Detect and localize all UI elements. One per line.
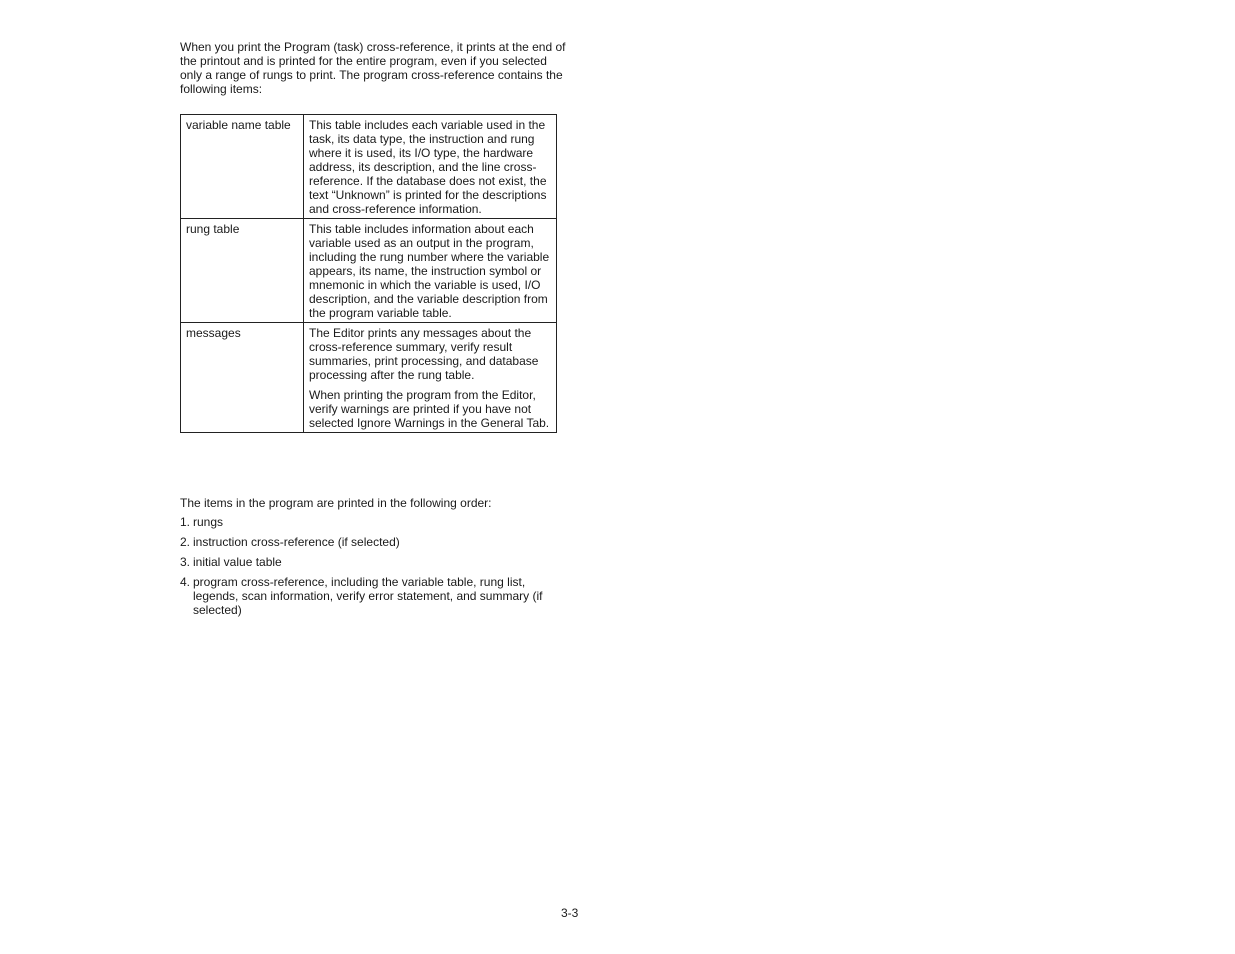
list-number: 2. <box>180 535 191 549</box>
list-item <box>180 575 570 617</box>
list-number: 4. <box>180 575 191 589</box>
table-row <box>181 115 557 219</box>
description-cell <box>304 219 557 323</box>
description-paragraph: This table includes information about each variable used as an output in the program, including the rung number where the variable appears, its name, the instruction symbol or mnemonic in which the variable is used, I/O description, and the variable description from the program variable table. <box>309 222 550 320</box>
term-cell: variable name table <box>181 115 304 219</box>
list-text: program cross-reference, including the variable table, rung list, legends, scan information, verify error statement, and summary (if selected) <box>193 575 543 617</box>
list-item <box>180 515 570 529</box>
description-cell <box>304 115 557 219</box>
description-paragraph: The Editor prints any messages about the cross-reference summary, verify result summaries, print processing, and database processing after the rung table. <box>309 326 539 382</box>
cross-reference-items-table <box>180 114 557 433</box>
table-row <box>181 323 557 433</box>
description-paragraph: When printing the program from the Editor, verify warnings are printed if you have not selected Ignore Warnings in the General Tab. <box>309 388 550 430</box>
list-text: initial value table <box>193 555 282 569</box>
list-text: rungs <box>193 515 224 529</box>
print-order-list <box>180 515 570 623</box>
term-cell: rung table <box>181 219 304 323</box>
order-intro-paragraph: The items in the program are printed in the following order: <box>180 496 492 510</box>
list-number: 3. <box>180 555 191 569</box>
table-row <box>181 219 557 323</box>
description-paragraph: This table includes each variable used in the task, its data type, the instruction and rung where it is used, its I/O type, the hardware address, its description, and the line cross-reference. If the database does not exist, the text “Unknown” is printed for the descriptions and cross-reference information. <box>309 118 547 216</box>
list-text: instruction cross-reference (if selected) <box>193 535 400 549</box>
term-cell: messages <box>181 323 304 433</box>
description-cell <box>304 323 557 433</box>
list-item <box>180 535 570 549</box>
list-item <box>180 555 570 569</box>
list-number: 1. <box>180 515 191 529</box>
page-number: 3-3 <box>561 906 579 920</box>
intro-paragraph: When you print the Program (task) cross-reference, it prints at the end of the printout and is printed for the entire program, even if you selected only a range of rungs to print. The program cross-reference contains the following items: <box>180 40 566 96</box>
